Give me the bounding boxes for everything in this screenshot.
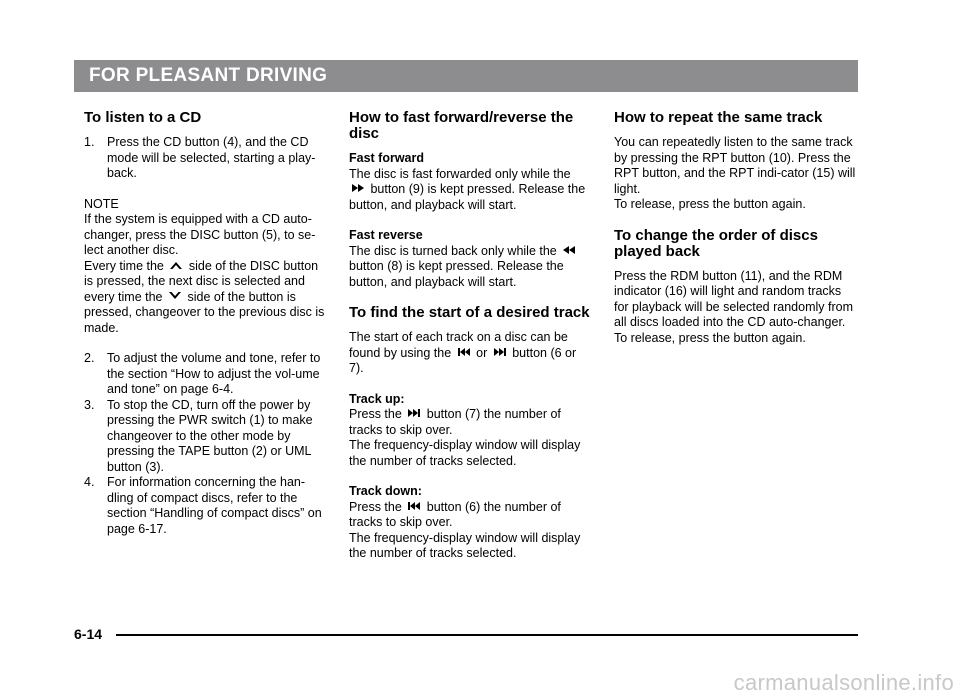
track-down-label: Track down: — [349, 484, 422, 498]
random-text: Press the RDM button (11), and the RDM indicator (16) will light and random tracks for playback will be selected randomly from all discs loaded into the CD auto-changer. To release, press the button again. — [614, 268, 853, 345]
track-down-display-text: The frequency-display window will display the number of tracks selected. — [349, 530, 581, 560]
track-up-label: Track up: — [349, 391, 405, 406]
column-repeat — [614, 110, 858, 346]
note-up-prefix: Every time the — [84, 258, 164, 273]
ff-text-b: button (9) is kept pressed. Release the button, and playback will start. — [349, 182, 586, 212]
up-text-b: button (7) the number of tracks to skip over. — [349, 407, 561, 437]
column-listen-cd — [84, 110, 330, 537]
ff-text-a: The disc is fast forwarded only while the — [349, 166, 571, 181]
step-number: 1. — [84, 135, 95, 149]
heading-repeat: How to repeat the same track — [614, 109, 823, 126]
fast-reverse-label: Fast reverse — [349, 228, 423, 242]
step-item — [84, 398, 330, 476]
footer-divider — [116, 634, 858, 636]
repeat-text: You can repeatedly listen to the same track by pressing the RPT button (10). Press the RPT button, and the RPT indi-cator (15) will light. — [614, 135, 856, 196]
note-up-suffix: side of the DISC button is pressed, the next disc is selected and every time the — [84, 258, 319, 304]
repeat-release-text: To release, press the button again. — [614, 197, 806, 211]
steps-list-b — [84, 351, 330, 537]
step-text: Press the CD button (4), and the CD mode will be selected, starting a play-back. — [107, 135, 316, 180]
steps-list-a — [84, 135, 330, 182]
section-title: FOR PLEASANT DRIVING — [89, 65, 328, 86]
page-number: 6-14 — [74, 626, 103, 642]
track-up-text — [349, 407, 591, 438]
heading-random: To change the order of discs played back — [614, 226, 818, 260]
step-text: To adjust the volume and tone, refer to the section “How to adjust the vol-ume and tone” on page 6-4. — [107, 351, 321, 396]
skip-back-icon — [457, 346, 471, 358]
track-up-display-text: The frequency-display window will display the number of tracks selected. — [349, 438, 581, 468]
column-fast-forward — [349, 110, 591, 562]
step-item — [84, 351, 330, 398]
step-number: 3. — [84, 397, 95, 412]
fast-forward-icon — [351, 182, 365, 194]
fast-reverse-text — [349, 244, 591, 291]
find-text-or: or — [476, 345, 488, 360]
skip-forward-icon — [493, 346, 507, 358]
up-text-a: Press the — [349, 407, 402, 421]
fr-text-b: button (8) is kept pressed. Release the button, and playback will start. — [349, 259, 564, 289]
heading-find-track: To find the start of a desired track — [349, 304, 590, 321]
watermark: carmanualsonline.info — [733, 670, 954, 695]
step-text: For information concerning the han-dling of compact discs, refer to the section “Handling of compact discs” on page 6-17. — [107, 475, 322, 536]
step-item — [84, 135, 330, 182]
heading-listen-cd: To listen to a CD — [84, 109, 202, 126]
skip-back-icon — [407, 500, 421, 512]
find-text-b: button (6 or 7). — [349, 345, 577, 375]
step-number: 4. — [84, 475, 95, 489]
skip-forward-icon — [407, 407, 421, 419]
section-header — [74, 60, 858, 92]
step-item — [84, 475, 330, 537]
note-text: If the system is equipped with a CD auto-changer, press the DISC button (5), to se-lect another disc. — [84, 212, 316, 257]
down-text-b: button (6) the number of tracks to skip over. — [349, 499, 561, 529]
fr-text-a: The disc is turned back only while the — [349, 243, 557, 258]
heading-fast-forward: How to fast forward/reverse the disc — [349, 109, 574, 142]
chevron-up-icon — [169, 259, 183, 271]
note-label: NOTE — [84, 196, 119, 211]
fast-reverse-icon — [562, 244, 576, 256]
chevron-down-icon — [168, 290, 182, 302]
track-down-text — [349, 500, 591, 531]
fast-forward-label: Fast forward — [349, 151, 425, 165]
note-down-suffix: side of the button is pressed, changeover to the previous disc is made. — [84, 289, 325, 335]
down-text-a: Press the — [349, 499, 402, 514]
find-text-a: The start of each track on a disc can be found by using the — [349, 330, 568, 360]
fast-forward-text — [349, 167, 591, 214]
step-number: 2. — [84, 351, 95, 365]
note-disc-text — [84, 259, 330, 337]
find-track-text — [349, 330, 591, 377]
step-text: To stop the CD, turn off the power by pressing the PWR switch (1) to make changeover to the other mode by pressing the TAPE button (2) or UML button (3). — [107, 397, 313, 474]
